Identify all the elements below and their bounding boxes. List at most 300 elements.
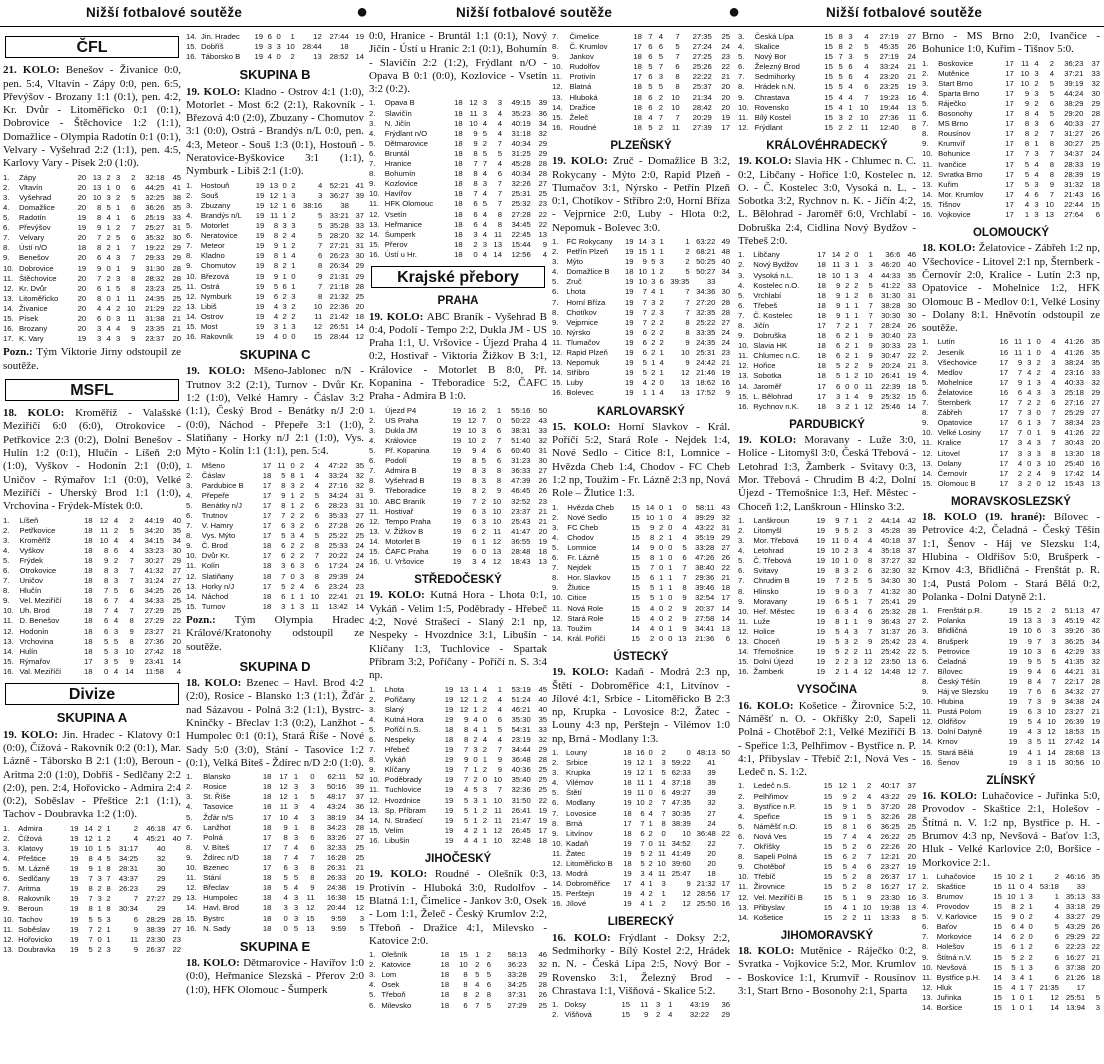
stat-cell: 3 xyxy=(116,273,121,283)
stat-cell: 2 xyxy=(106,172,111,182)
stat-cell: 18 xyxy=(817,300,826,310)
stat-cell: 5 xyxy=(475,970,480,980)
rank-cell: 7. xyxy=(922,398,929,408)
section-title: Nižší fotbalové soutěže xyxy=(86,5,243,20)
stat-cell: 2 xyxy=(685,257,690,267)
stat-cell: 40:33 xyxy=(1064,119,1084,129)
stat-cell: 1 xyxy=(482,724,488,734)
stat-cell: 19 xyxy=(1008,757,1018,767)
stat-cell: 3 xyxy=(293,832,299,842)
stat-cell: 4 xyxy=(1019,972,1025,982)
team-cell: Slavia HK xyxy=(753,341,788,351)
stat-cell: 25:29 xyxy=(1064,408,1084,418)
team-cell: Litoměřicko B xyxy=(566,859,613,869)
team-cell: Petřín Plzeň xyxy=(566,247,609,257)
team-cell: Baťov xyxy=(936,922,957,932)
stat-cell: 2 xyxy=(835,667,840,677)
stat-cell: 5 xyxy=(283,883,288,893)
points-cell: 28 xyxy=(721,297,730,307)
rank-cell: 10. xyxy=(186,271,197,281)
stat-cell: 4 xyxy=(853,606,858,616)
team-cell: Štítná n.V. xyxy=(936,952,972,962)
table-row xyxy=(552,287,730,297)
stat-cell: 19 xyxy=(444,815,454,825)
team-cell: Velké Losiny xyxy=(937,428,981,438)
stat-cell: 4 xyxy=(1051,367,1056,377)
team-cell: Beroun xyxy=(18,904,43,914)
stat-cell: 15 xyxy=(993,892,1002,902)
stat-cell: 10 xyxy=(657,859,666,869)
stat-cell: 19 xyxy=(255,261,265,271)
team-cell: Tlumačov xyxy=(566,337,600,347)
points-cell: 23 xyxy=(538,496,547,506)
table-row xyxy=(738,52,916,62)
points-cell: 14 xyxy=(721,613,730,623)
rank-cell: 2. xyxy=(552,758,559,768)
table-row xyxy=(922,963,1100,973)
rank-cell: 15. xyxy=(738,657,749,667)
stat-cell: 0 xyxy=(1028,932,1033,942)
table-row xyxy=(3,233,181,243)
rank-cell: 9. xyxy=(738,862,745,872)
stat-cell: 35:19 xyxy=(695,532,715,542)
stat-cell: 3 xyxy=(1036,646,1042,656)
stat-cell: 2 xyxy=(852,912,857,922)
table-row xyxy=(369,775,547,785)
stat-cell: 54:31 xyxy=(511,724,531,734)
table-row xyxy=(738,103,916,113)
points-cell: 36 xyxy=(1091,626,1100,636)
table-row xyxy=(369,695,547,705)
points-cell: 40 xyxy=(721,257,730,267)
stat-cell: 2 xyxy=(1036,398,1041,408)
stat-cell: 18 xyxy=(454,249,463,259)
stat-cell: 7 xyxy=(283,842,288,852)
stat-cell: 9 xyxy=(842,791,848,801)
rank-cell: 9. xyxy=(552,52,559,62)
stat-cell: 2 xyxy=(845,341,850,351)
stat-cell: 5 xyxy=(842,842,848,852)
stat-cell: 50:16 xyxy=(326,782,347,792)
rank-cell: 7. xyxy=(3,576,10,586)
stat-cell: 7 xyxy=(650,563,655,573)
stat-cell: 18 xyxy=(817,361,826,371)
table-row xyxy=(922,1003,1100,1013)
stat-cell: 38:28 xyxy=(881,300,901,310)
stat-cell: 11 xyxy=(494,229,502,239)
stat-cell: 46:20 xyxy=(881,260,901,270)
points-cell: 32 xyxy=(355,480,364,490)
stat-cell: 9 xyxy=(868,361,873,371)
stat-cell: 1 xyxy=(845,371,850,381)
stat-cell: 8 xyxy=(496,466,502,476)
stat-cell: 15:44 xyxy=(511,239,531,249)
table-row xyxy=(186,231,364,241)
stat-cell: 2 xyxy=(291,311,296,321)
stat-cell: 40:36 xyxy=(511,765,531,775)
points-cell: 34 xyxy=(721,267,730,277)
rank-cell: 2. xyxy=(552,247,559,257)
stat-cell: 4 xyxy=(852,862,857,872)
stat-cell: 11 xyxy=(494,815,502,825)
stat-cell: 1 xyxy=(496,405,502,415)
rank-cell: 5. xyxy=(552,542,559,552)
stat-cell: 2 xyxy=(659,532,664,542)
rank-cell: 1. xyxy=(922,337,929,347)
rank-cell: 10. xyxy=(552,62,563,72)
stat-cell: 9 xyxy=(131,334,136,344)
team-cell: Otrokovice xyxy=(19,566,57,575)
stat-cell: 2 xyxy=(1017,468,1023,478)
stat-cell: 6 xyxy=(866,862,872,872)
table-row xyxy=(922,99,1100,109)
team-cell: Č. Krumlov xyxy=(569,42,608,52)
points-cell: 47 xyxy=(172,823,181,833)
stat-cell: 9 xyxy=(685,358,690,368)
stat-cell: 4 xyxy=(96,303,102,313)
points-cell: 13 xyxy=(1091,478,1100,488)
table-row xyxy=(369,836,547,846)
stat-cell: 20:37 xyxy=(695,603,715,613)
team-cell: Chomutov xyxy=(200,261,236,271)
stat-cell: 8 xyxy=(463,735,469,744)
stat-cell: 7 xyxy=(1017,367,1023,377)
stat-cell: 0 xyxy=(659,542,664,552)
table-row xyxy=(922,902,1100,912)
rank-cell: 13. xyxy=(186,893,197,903)
stat-cell: 19 xyxy=(254,52,264,62)
stat-cell: 19 xyxy=(70,904,79,914)
stat-cell: 4 xyxy=(113,515,119,525)
stat-cell: 18 xyxy=(623,778,632,788)
table-row xyxy=(369,486,547,496)
stat-cell: 3 xyxy=(1036,707,1042,717)
table-row xyxy=(3,904,181,914)
rank-cell: 11. xyxy=(922,972,933,982)
rank-cell: 2. xyxy=(922,68,929,78)
stat-cell: 51:40 xyxy=(511,435,531,445)
points-cell: 39 xyxy=(707,778,716,788)
stat-cell: 4 xyxy=(463,835,469,845)
stat-cell: 2 xyxy=(1027,478,1032,488)
stat-cell: 17 xyxy=(262,842,272,852)
team-cell: Bosonohy xyxy=(938,109,973,119)
stat-cell: 5 xyxy=(317,210,323,220)
stat-cell: 1 xyxy=(290,32,295,41)
stat-cell: 4 xyxy=(1049,68,1054,78)
stat-cell: 12 xyxy=(864,401,873,411)
stat-cell: 27:58 xyxy=(695,613,715,623)
header-bullet: ● xyxy=(728,1,741,23)
table-row xyxy=(738,113,916,123)
stat-cell: 1 xyxy=(659,553,664,563)
rank-cell: 4. xyxy=(922,902,929,912)
stat-cell: 9 xyxy=(1051,468,1056,478)
points-cell: 18 xyxy=(707,869,716,879)
stat-cell: 5 xyxy=(842,862,848,872)
stat-cell: 28:56 xyxy=(696,889,716,899)
stat-cell: 30:40 xyxy=(881,331,901,341)
stat-cell: 41:47 xyxy=(511,526,531,536)
rank-cell: 10. xyxy=(738,341,749,351)
points-cell: 45 xyxy=(538,684,547,694)
stat-cell: 48:17 xyxy=(326,792,347,802)
standings-table xyxy=(552,237,730,399)
table-row xyxy=(186,251,364,261)
table-row xyxy=(922,973,1100,983)
stat-cell: 23:30 xyxy=(146,934,166,944)
stat-cell: 2 xyxy=(661,899,666,909)
rank-cell: 4. xyxy=(922,88,929,98)
stat-cell: 1 xyxy=(481,536,486,546)
stat-cell: 15 xyxy=(993,962,1002,972)
stat-cell: 2 xyxy=(475,960,480,970)
table-row xyxy=(922,687,1100,697)
points-cell: 17 xyxy=(1076,982,1086,992)
stat-cell: 4 xyxy=(482,219,488,229)
points-cell: 19 xyxy=(538,815,547,825)
stat-cell: 19 xyxy=(623,788,632,798)
team-cell: Chlumec n.C. xyxy=(753,351,800,361)
points-cell: 18 xyxy=(355,311,364,321)
points-cell: 5 xyxy=(359,923,364,933)
team-cell: Dobroměřice xyxy=(566,879,611,889)
stat-cell: 8 xyxy=(675,82,680,92)
stat-cell: 10 xyxy=(645,512,655,522)
team-cell: Vejprnice xyxy=(566,317,598,327)
stat-cell: 7 xyxy=(1051,408,1056,418)
stat-cell: 2 xyxy=(852,872,857,882)
stat-cell: 0 xyxy=(668,593,673,603)
stat-cell: 27:36 xyxy=(144,636,164,646)
stat-cell: 0 xyxy=(659,502,664,512)
stat-cell: 6 xyxy=(281,541,286,551)
rank-cell: 4. xyxy=(738,811,745,821)
points-cell: 26 xyxy=(538,990,547,1000)
stat-cell: 41:32 xyxy=(880,586,901,596)
stat-cell: 5 xyxy=(835,637,840,647)
team-cell: Rovensko xyxy=(754,102,789,112)
stat-cell: 10 xyxy=(492,516,502,526)
table-row xyxy=(186,511,364,521)
stat-cell: 2 xyxy=(299,541,305,551)
stat-cell: 4 xyxy=(1027,727,1032,737)
table-row xyxy=(3,546,181,556)
team-cell: Polná xyxy=(203,832,223,842)
rank-cell: 6. xyxy=(369,148,376,158)
rank-cell: 12. xyxy=(369,209,380,219)
stat-cell: 46:21 xyxy=(511,704,531,714)
stat-cell: 19 xyxy=(1008,676,1018,686)
stat-cell: 3 xyxy=(838,112,843,122)
stat-cell: 9 xyxy=(310,883,315,893)
stat-cell: 15 xyxy=(631,583,640,593)
stat-cell: 19 xyxy=(624,277,634,287)
table-row xyxy=(738,281,916,291)
stat-cell: 0 xyxy=(291,271,296,281)
table-row xyxy=(922,200,1100,210)
table-row xyxy=(552,748,730,758)
stat-cell: 0 xyxy=(853,556,858,566)
stat-cell: 7 xyxy=(658,112,663,122)
stat-cell: 0 xyxy=(844,586,849,596)
table-row xyxy=(552,563,730,573)
stat-cell: 49:27 xyxy=(671,788,691,798)
stat-cell: 9 xyxy=(96,223,102,233)
stat-cell: 35:13 xyxy=(1065,892,1086,902)
stat-cell: 9 xyxy=(642,257,647,267)
stat-cell: 15 xyxy=(459,950,468,960)
team-cell: Provodov xyxy=(936,902,970,912)
stat-cell: 2 xyxy=(853,637,858,647)
points-cell: 46 xyxy=(907,250,916,260)
stat-cell: 32:30 xyxy=(880,566,901,576)
round-label: 19. KOLO: xyxy=(552,155,608,168)
table-row xyxy=(922,149,1100,159)
table-row xyxy=(738,123,916,133)
points-cell: 14 xyxy=(1091,468,1100,478)
stat-cell: 2 xyxy=(868,515,873,525)
stat-cell: 5 xyxy=(1011,962,1016,972)
stat-cell: 19 xyxy=(444,805,454,815)
stat-cell: 18 xyxy=(84,626,93,636)
stat-cell: 4 xyxy=(1034,159,1039,169)
table-row xyxy=(922,882,1100,892)
table-row xyxy=(552,277,730,287)
stat-cell: 7 xyxy=(281,571,286,581)
stat-cell: 34:30 xyxy=(880,576,901,586)
points-cell: 15 xyxy=(907,391,916,401)
stat-cell: 6 xyxy=(648,102,653,112)
team-cell: Hřebeč xyxy=(384,745,410,755)
rank-cell: 3. xyxy=(552,768,559,778)
points-cell: 36 xyxy=(538,108,547,118)
table-row xyxy=(738,271,916,281)
stat-cell: 1 xyxy=(299,470,305,480)
stat-cell: 2 xyxy=(848,42,853,52)
stat-cell: 9 xyxy=(682,593,687,603)
stat-cell: 4 xyxy=(650,603,655,613)
points-cell: 29 xyxy=(172,555,181,565)
team-cell: Petrovice xyxy=(937,646,970,656)
stat-cell: 12 xyxy=(279,782,288,792)
stat-cell: 3 xyxy=(1034,119,1039,129)
team-cell: Zábřeh xyxy=(937,408,962,418)
stat-cell: 31:50 xyxy=(511,795,531,805)
table-row xyxy=(922,160,1100,170)
rank-cell: 8. xyxy=(738,852,745,862)
points-cell: 28 xyxy=(172,914,181,924)
column-6 xyxy=(922,30,1100,1064)
stat-cell: 10 xyxy=(681,348,690,358)
region-heading: JIHOMORAVSKÝ xyxy=(780,929,874,942)
table-row xyxy=(369,785,547,795)
stat-cell: 0 xyxy=(283,923,288,933)
rank-cell: 11. xyxy=(922,707,933,717)
table-row xyxy=(738,812,916,822)
stat-cell: 3 xyxy=(299,601,305,611)
stat-cell: 1 xyxy=(106,934,111,944)
stat-cell: 1 xyxy=(1036,428,1041,438)
stat-cell: 14 xyxy=(631,623,640,633)
rank-cell: 8. xyxy=(552,573,559,583)
stat-cell: 18 xyxy=(444,724,454,734)
stat-cell: 3 xyxy=(282,221,287,231)
stat-cell: 22:26 xyxy=(880,842,900,852)
team-cell: Bohunice xyxy=(938,149,971,159)
stat-cell: 8 xyxy=(486,990,492,1000)
stat-cell: 25:46 xyxy=(881,401,901,411)
team-cell: Letohrad xyxy=(753,546,784,556)
team-cell: Želeč xyxy=(569,112,589,122)
stat-cell: 6 xyxy=(640,808,645,818)
table-row xyxy=(369,970,547,980)
stat-cell: 28:24 xyxy=(881,320,901,330)
points-cell: 32 xyxy=(707,798,716,808)
rank-cell: 6. xyxy=(738,62,745,72)
rank-cell: 13. xyxy=(738,637,749,647)
stat-cell: 23:27 xyxy=(144,626,164,636)
points-cell: 33 xyxy=(706,277,716,287)
stat-cell: 1 xyxy=(659,512,664,522)
stat-cell: 35:32 xyxy=(145,233,165,243)
team-cell: Ostrá xyxy=(200,281,220,291)
table-row xyxy=(552,42,730,52)
stat-cell: 39:19 xyxy=(1064,78,1084,88)
points-cell: 27 xyxy=(721,317,730,327)
points-cell: 32 xyxy=(907,566,916,576)
stat-cell: 17 xyxy=(262,863,272,873)
stat-cell: 1 xyxy=(659,287,664,297)
stat-cell: 9 xyxy=(836,290,841,300)
rank-cell: 1. xyxy=(186,460,193,470)
table-row xyxy=(738,872,916,882)
stat-cell: 1 xyxy=(290,490,295,500)
stat-cell: 7 xyxy=(473,189,478,199)
table-row xyxy=(552,52,730,62)
stat-cell: 2 xyxy=(290,551,295,561)
team-cell: Svratka Brno xyxy=(938,169,983,179)
stat-cell: 17 xyxy=(817,381,826,391)
table-row xyxy=(738,822,916,832)
stat-cell: 0 xyxy=(648,747,653,757)
stat-cell: 3 xyxy=(113,626,119,636)
stat-cell: 16:27 xyxy=(880,882,900,892)
points-cell: 29 xyxy=(907,596,916,606)
stat-cell: 17 xyxy=(262,832,272,842)
standings-table xyxy=(738,32,916,133)
stat-cell: 19 xyxy=(624,327,634,337)
stat-cell: 2 xyxy=(648,848,653,858)
stat-cell: 7 xyxy=(482,159,488,169)
stat-cell: 6 xyxy=(1011,922,1016,932)
stat-cell: 18 xyxy=(817,371,826,381)
stat-cell: 9 xyxy=(129,656,134,666)
rank-cell: 1. xyxy=(738,250,745,260)
stat-cell: 22:41 xyxy=(328,591,348,601)
stat-cell: 0 xyxy=(668,633,673,643)
stat-cell: 63:22 xyxy=(696,237,716,247)
table-row xyxy=(369,960,547,970)
table-row xyxy=(738,647,916,657)
standings-table xyxy=(3,824,181,955)
rank-cell: 16. xyxy=(186,923,197,933)
stat-cell: 43:22 xyxy=(695,522,715,532)
table-row xyxy=(369,129,547,139)
round-label: 19. KOLO: xyxy=(369,589,425,602)
rank-cell: 15. xyxy=(552,889,563,899)
stat-cell: 1 xyxy=(651,247,656,257)
